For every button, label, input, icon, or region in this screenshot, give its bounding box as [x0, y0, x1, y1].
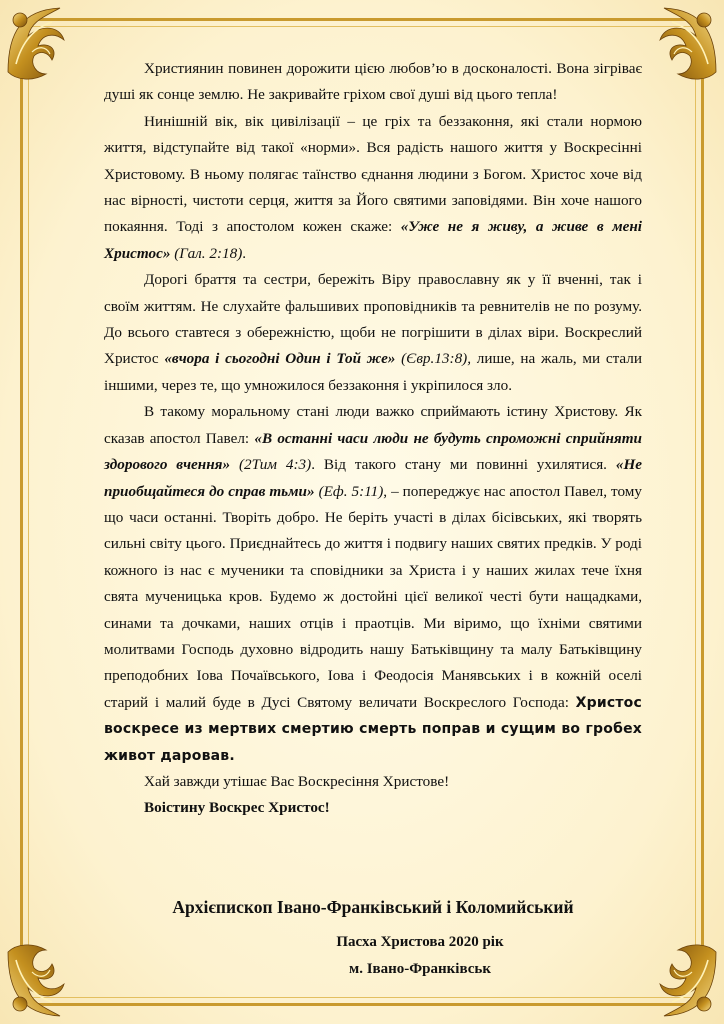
paragraph-text: Дорогі браття та сестри, бережіть Віру православну як у її вченні, так і своїм життям. Не слухайте фальшивих проповідників та ревнителів не по розуму. До всього ставтеся з обережністю, щоби не погрішити в ділах віри. Воскреслий Христос	[104, 271, 642, 368]
paragraph-text: .	[242, 244, 247, 262]
scripture-reference: (Еф. 5:11)	[314, 482, 384, 500]
paragraph-5: Хай завжди утішає Вас Воскресіння Христове!	[144, 772, 450, 790]
paragraph-text: лише, на жаль, ми стали іншими, через те, що умножилося беззаконня і укріпилося зло.	[104, 350, 642, 394]
signature-date: Пасха Христова 2020 рік	[336, 934, 504, 950]
paragraph-text: Нинішній вік, вік цивілізації – це гріх та беззаконня, які стали нормою життя, відступайте від такої «норми». Вся радість нашого життя у Воскресінні Христовому. В ньому полягає таїнство єднання людини з Богом. Христос хоче від нас вірності, чистоти серця, життя за Його святими заповідями. Він хоче нашого покаяння. Тоді з апостолом кожен скаже:	[104, 112, 642, 236]
scripture-quote: «вчора і сьогодні Один і Той же»	[164, 350, 396, 368]
signature-place: м. Івано-Франківськ	[349, 961, 491, 977]
paragraph-text: , – попереджує нас апостол Павел, тому що часи останні. Творіть добро. Не беріть участі в ділах бісівських, які творять сильні світу цього. Приєднайтесь до життя і подвигу наших святих предків. У роді кожного із нас є мученики та сповідники за Христа і у наших жилах тече їхня свята мученицька кров. Будемо ж достойні цієї великої честі бути нащадками, синами та дочками, наших отців і праотців. Ми віримо, що їхніми святими молитвами Господь духовно відродить нашу Батьківщину та малу Батьківщину преподобних Іова Почаївського, Іова і Феодосія Манявських і в кожній оселі старий і малий буде в Дусі Святому величати Воскреслого Господа:	[104, 482, 643, 711]
scripture-quote: «Не приобщайтеся до справ тьми»	[104, 456, 643, 500]
scripture-reference: (Євр.13:8),	[395, 350, 472, 368]
paschal-response: Воістину Воскрес Христос!	[144, 799, 330, 817]
paragraph-1: Християнин повинен дорожити цією любов’ю в досконалості. Вона зігріває душі як сонце землю. Не закривайте гріхом свої душі від цього тепла!	[104, 60, 642, 104]
paragraph-3	[104, 267, 642, 399]
corner-flourish-icon	[2, 938, 86, 1022]
corner-flourish-icon	[638, 2, 722, 86]
paschal-troparion: Христос воскресе из мертвих смертию смерть поправ и сущим во гробех живот даровав.	[104, 694, 642, 764]
letter-body	[104, 56, 642, 822]
scripture-quote: «Уже не я живу, а живе в мені Христос»	[104, 218, 642, 262]
paragraph-text: . Від такого стану ми повинні ухилятися.	[311, 456, 616, 474]
scripture-reference: (Гал. 2:18)	[170, 244, 243, 262]
paragraph-4	[104, 399, 642, 769]
paragraph-2	[104, 109, 642, 267]
paragraph-text: В такому моральному стані люди важко сприймають істину Христову. Як сказав апостол Павел:	[104, 403, 642, 447]
scripture-quote: «В останні часи люди не будуть спроможні сприйняти здорового вчення»	[104, 429, 642, 474]
corner-flourish-icon	[2, 2, 86, 86]
corner-flourish-icon	[638, 938, 722, 1022]
signature-title: Архієпископ Івано-Франківський і Коломийський	[172, 897, 574, 917]
scripture-reference: (2Тим 4:3)	[230, 456, 312, 474]
